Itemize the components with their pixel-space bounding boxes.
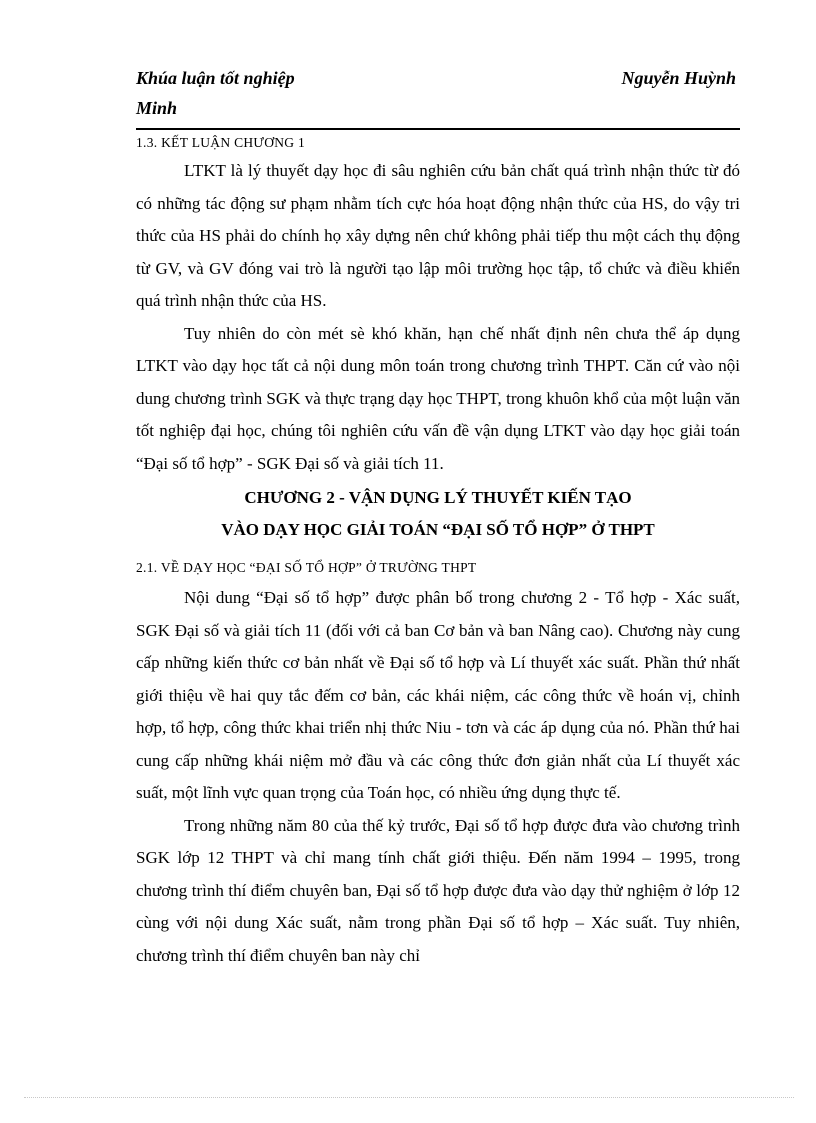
header-author-name-continuation: Minh: [136, 98, 178, 118]
running-header: [136, 64, 740, 128]
section-heading-2-1: 2.1. VỀ DẠY HỌC “ĐẠI SỐ TỔ HỢP” Ở TRƯỜNG THPT: [136, 560, 477, 575]
paragraph: Tuy nhiên do còn mét sè khó khăn, hạn chế nhất định nên chưa thể áp dụng LTKT vào dạy học tất cả nội dung môn toán trong chương trình THPT. Căn cứ vào nội dung chương trình SGK và thực trạng dạy học THPT, trong khuôn khổ của một luận văn tốt nghiệp đại học, chúng tôi nghiên cứu vấn đề vận dụng LTKT vào dạy học giải toán “Đại số tổ hợp” - SGK Đại số và giải tích 11.: [136, 323, 740, 473]
document-page: [136, 64, 740, 972]
header-thesis-label: Khúa luận tốt nghiệp: [136, 68, 295, 88]
header-author-name: Nguyễn Huỳnh: [621, 68, 736, 88]
chapter-title: [136, 482, 740, 546]
chapter-title-line-1: CHƯƠNG 2 - VẬN DỤNG LÝ THUYẾT KIẾN TẠO: [244, 488, 632, 507]
paragraph: Nội dung “Đại số tổ hợp” được phân bố trong chương 2 - Tổ hợp - Xác suất, SGK Đại số và giải tích 11 (đối với cả ban Cơ bản và ban Nâng cao). Chương này cung cấp những kiến thức cơ bản nhất về Đại số tổ hợp và Lí thuyết xác suất. Phần thứ nhất giới thiệu về hai quy tắc đếm cơ bản, các khái niệm, các công thức về hoán vị, chỉnh hợp, tổ hợp, công thức khai triển nhị thức Niu - tơn và các áp dụng của nó. Phần thứ hai cung cấp những khái niệm mở đầu và các công thức đơn giản nhất của Lí thuyết xác suất, một lĩnh vực quan trọng của Toán học, có nhiều ứng dụng thực tế.: [136, 588, 740, 802]
paragraph: Trong những năm 80 của thế kỷ trước, Đại số tổ hợp được đưa vào chương trình SGK lớp 12 THPT và chỉ mang tính chất giới thiệu. Đến năm 1994 – 1995, trong chương trình thí điểm chuyên ban, Đại số tổ hợp được đưa vào dạy thử nghiệm ở lớp 12 cùng với nội dung Xác suất, nằm trong phần Đại số tổ hợp – Xác suất. Tuy nhiên, chương trình thí điểm chuyên ban này chỉ: [136, 815, 740, 965]
page-bottom-border: [24, 1097, 794, 1098]
chapter-title-line-2: VÀO DẠY HỌC GIẢI TOÁN “ĐẠI SỐ TỔ HỢP” Ở THPT: [221, 520, 655, 539]
paragraph: LTKT là lý thuyết dạy học đi sâu nghiên cứu bản chất quá trình nhận thức từ đó có những tác động sư phạm nhằm tích cực hóa hoạt động nhận thức của HS, do vậy tri thức của HS phải do chính họ xây dựng nên chứ không phải tiếp thu một cách thụ động từ GV, và GV đóng vai trò là người tạo lập môi trường học tập, tổ chức và điều khiển quá trình nhận thức của HS.: [136, 161, 740, 310]
section-heading-1-3: 1.3. KẾT LUẬN CHƯƠNG 1: [136, 135, 306, 150]
header-rule: [136, 128, 740, 130]
